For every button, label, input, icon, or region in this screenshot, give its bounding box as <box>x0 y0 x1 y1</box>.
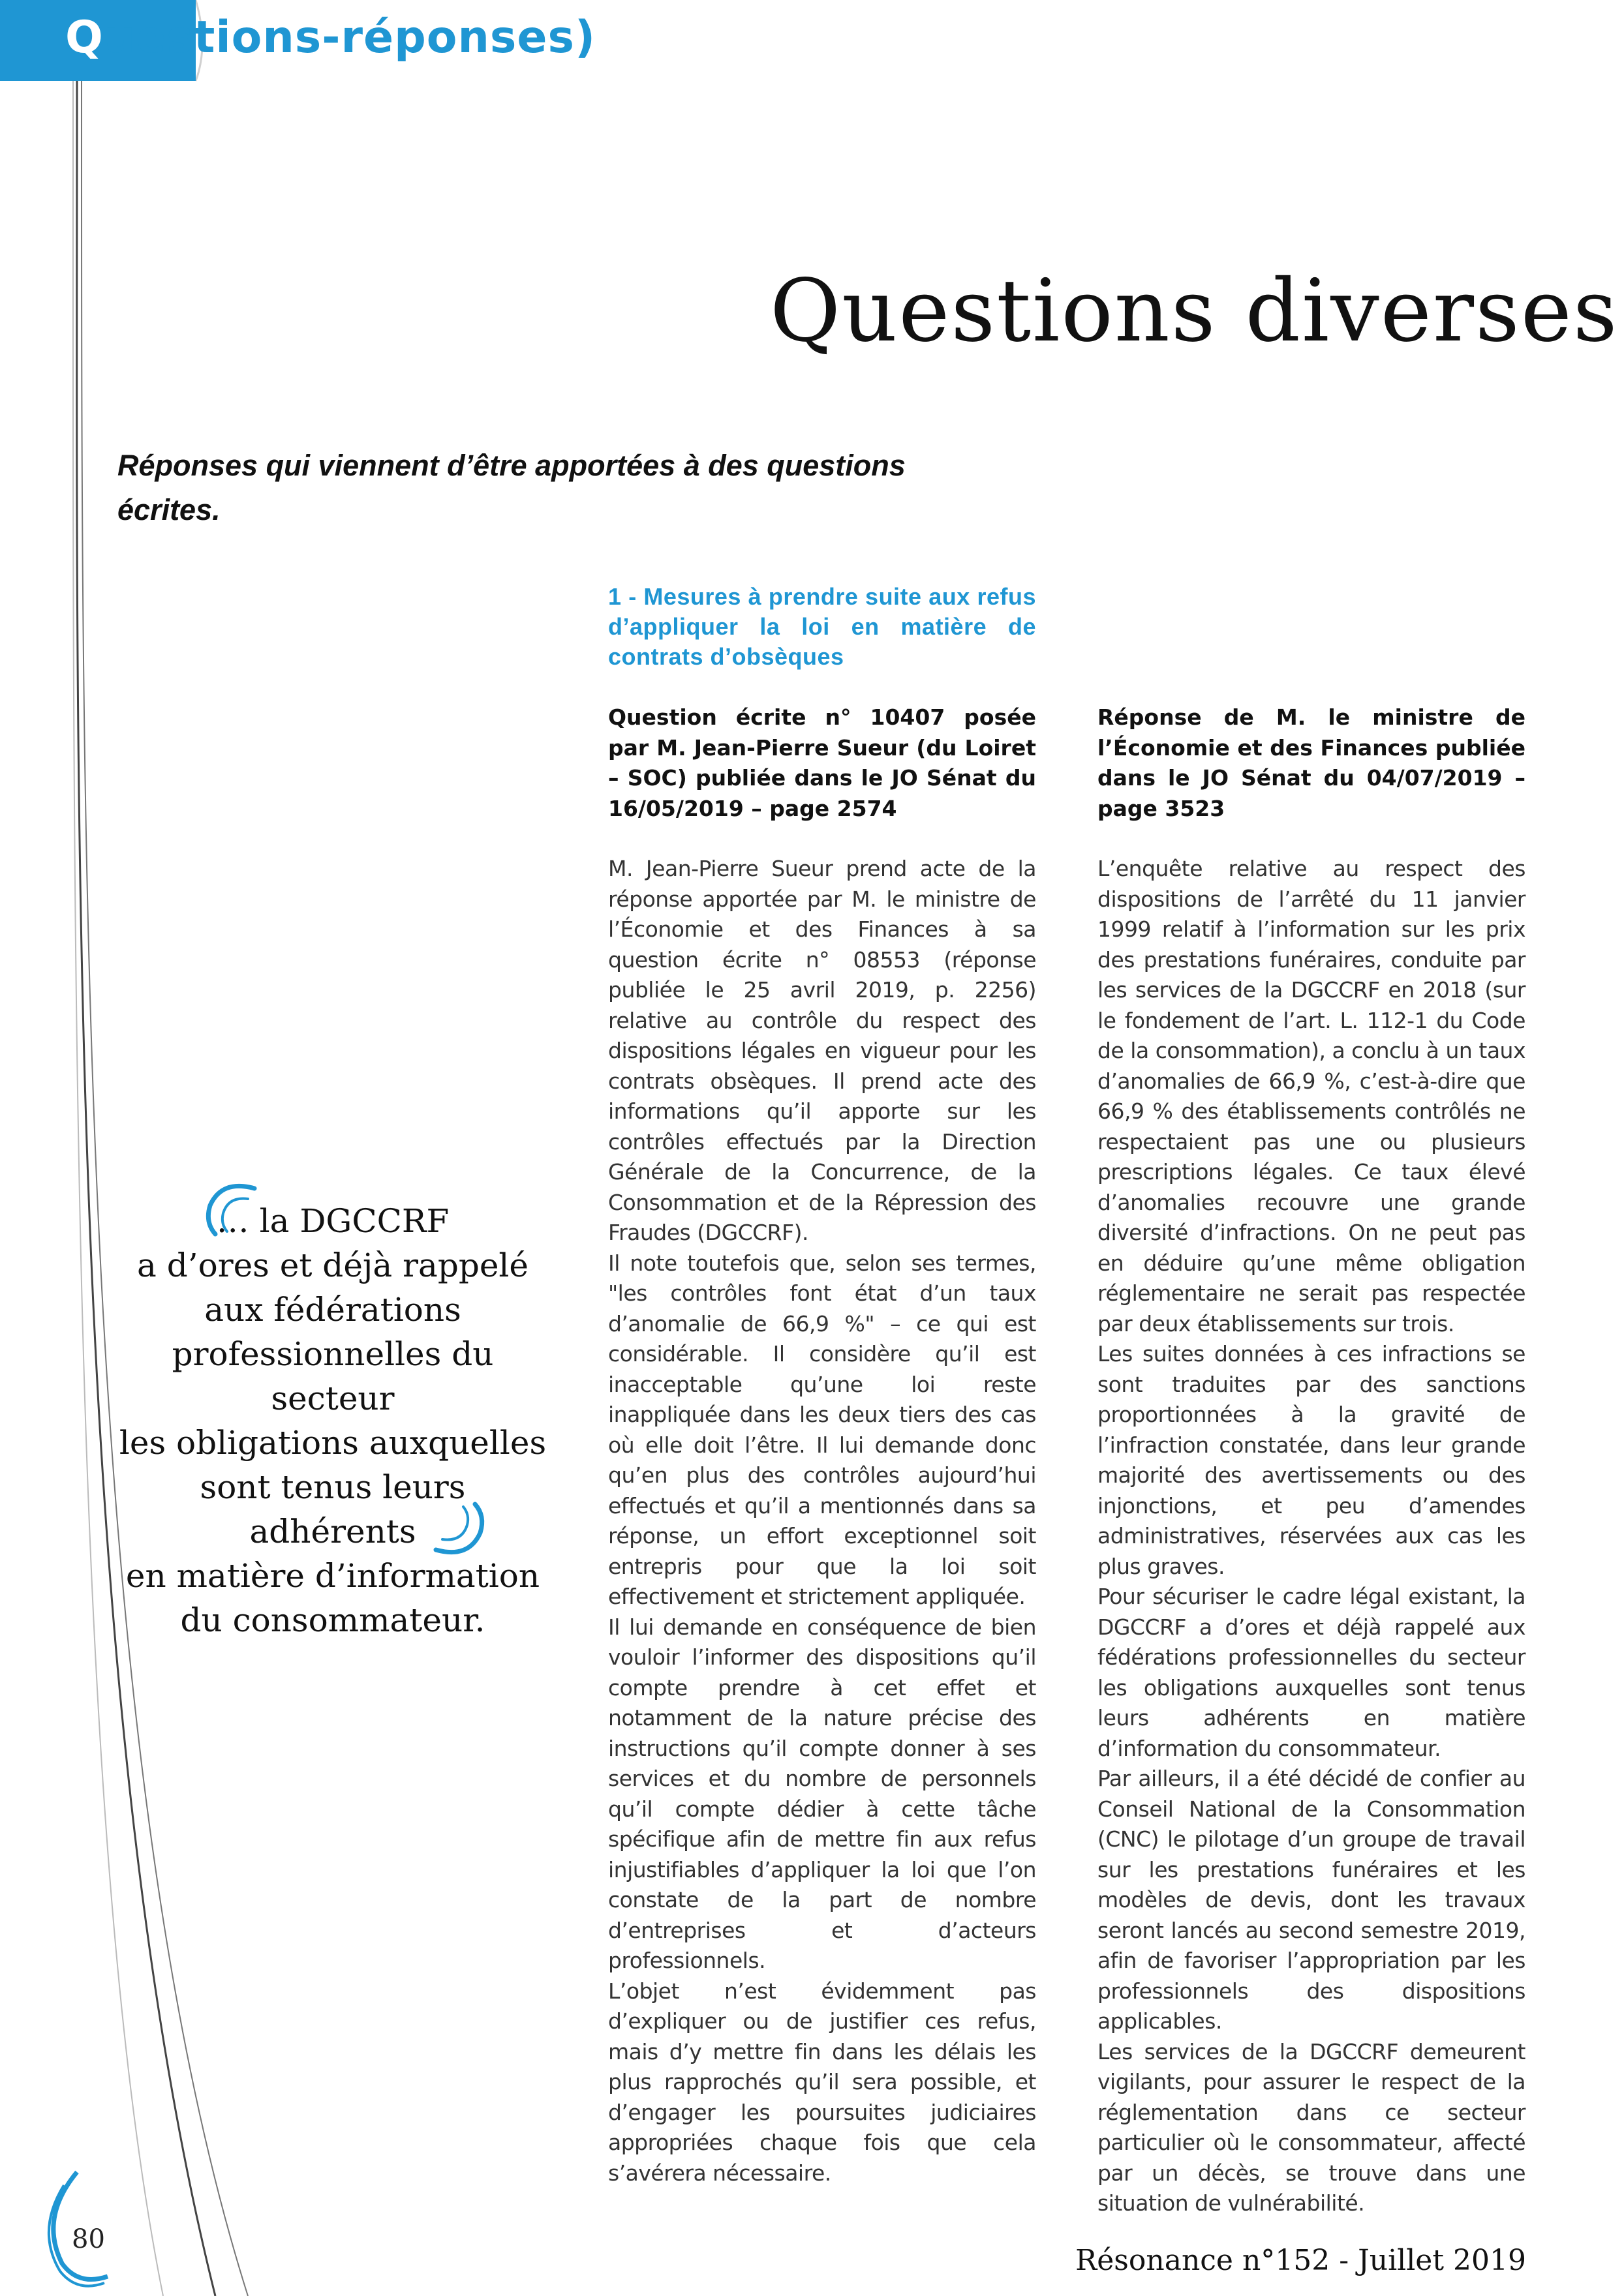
answer-paragraph: Pour sécuriser le cadre légal existant, la DGCCRF a d’ores et déjà rappelé aux fédérations professionnelles du secteur les obligations auxquelles sont tenus leurs adhérents en matière d’information du consommateur. <box>1097 1584 1525 1761</box>
answer-paragraph: Par ailleurs, il a été décidé de confier au Conseil National de la Consommation (CNC) le pilotage d’un groupe de travail sur les prestations funéraires et les modèles de devis, dont les travaux seront lancés au second semestre 2019, afin de favoriser l’appropriation par les professionnels des dispositions applicables. <box>1097 1766 1525 2034</box>
answer-paragraph: L’enquête relative au respect des dispositions de l’arrêté du 11 janvier 1999 relatif à l’information sur les prix des prestations funéraires, conduite par les services de la DGCCRF en 2018 (sur le fondement de l’art. L. 112-1 du Code de la consommation), a conclu à un taux d’anomalies de 66,9 %, c’est-à-dire que 66,9 % des établissements contrôlés ne respectaient pas une ou plusieurs prescriptions légales. Ce taux élevé d’anomalies recouvre une grande diversité d’infractions. On ne peut pas en déduire qu’une même obligation réglementaire ne serait pas respectée par deux établissements sur trois. <box>1097 856 1525 1337</box>
question-column <box>608 702 1036 2188</box>
pull-quote-line: … la DGCCRF <box>216 1202 450 1240</box>
page-number: 80 <box>72 2224 105 2254</box>
answer-paragraph: Les services de la DGCCRF demeurent vigilants, pour assurer le respect de la réglementation dans ce secteur particulier où le consommateur, affecté par un décès, se trouve dans une situation de vulnérabilité. <box>1097 2038 1525 2216</box>
question-heading: 1 - Mesures à prendre suite aux refus d’appliquer la loi en matière de contrats d’obsèques <box>608 583 1036 670</box>
answer-paragraph: Les suites données à ces infractions se sont traduites par des sanctions proportionnées à la gravité de l’infraction constatée, dans leur grande majorité des avertissements ou des injonctions, et peu d’amendes administratives, réservées aux cas les plus graves. <box>1097 1341 1525 1579</box>
pull-quote-line: sont tenus leurs adhérents <box>200 1468 466 1550</box>
question-paragraph: Il note toutefois que, selon ses termes, "les contrôles font état d’un taux d’anomalie de 66,9 %" – ce qui est considérable. Il considère qu’il est inacceptable qu’une loi reste inappliquée dans les deux tiers des cas où elle doit l’être. Il lui demande donc qu’en plus des contrôles aujourd’hui effectués et qu’il a mentionnés dans sa réponse, un effort exceptionnel soit entrepris pour que la loi soit effectivement et strictement appliquée. <box>608 1250 1036 1609</box>
question-paragraph: L’objet n’est évidemment pas d’expliquer ou de justifier ces refus, mais d’y mettre fin dans les délais les plus rapprochés qu’il sera possible, et d’engager les poursuites judiciaires appropriées chaque fois que cela s’avérera nécessaire. <box>608 1978 1036 2186</box>
pull-quote <box>114 1199 551 1642</box>
issue-footer: Résonance n°152 - Juillet 2019 <box>1075 2244 1526 2277</box>
section-header-title: Questions-réponses) <box>65 12 596 63</box>
pull-quote-line: professionnelles du secteur <box>172 1335 494 1417</box>
pull-quote-line: les obligations auxquelles <box>119 1424 547 1462</box>
pull-quote-line: du consommateur. <box>180 1601 485 1639</box>
pull-quote-line: a d’ores et déjà rappelé <box>136 1246 529 1284</box>
question-head: Question écrite n° 10407 posée par M. Jean-Pierre Sueur (du Loiret – SOC) publiée dans le JO Sénat du 16/05/2019 – page 2574 <box>608 704 1036 821</box>
answer-head: Réponse de M. le ministre de l’Économie et des Finances publiée dans le JO Sénat du 04/07/2019 – page 3523 <box>1097 704 1525 821</box>
question-paragraph: Il lui demande en conséquence de bien vouloir l’informer des dispositions qu’il compte prendre à cet effet et notamment de la nature précise des instructions qu’il compte donner à ses services et du nombre de personnels qu’il compte dédier à cette tâche spécifique afin de mettre fin aux refus injustifiables d’appliquer la loi que l’on constate de la part de nombre d’entreprises et d’acteurs professionnels. <box>608 1614 1036 1973</box>
question-paragraph: M. Jean-Pierre Sueur prend acte de la réponse apportée par M. le ministre de l’Économie et des Finances à sa question écrite n° 08553 (réponse publiée le 25 avril 2019, p. 2256) relative au contrôle du respect des dispositions légales en vigueur pour les contrats obsèques. Il prend acte des informations qu’il apporte sur les contrôles effectués par la Direction Générale de la Concurrence, de la Consommation et de la Répression des Fraudes (DGCCRF). <box>608 856 1036 1245</box>
intro-text: Réponses qui viennent d’être apportées à des questions écrites. <box>117 449 906 526</box>
close-quote-icon <box>423 1500 495 1559</box>
page-title: Questions diverses <box>770 261 1619 361</box>
answer-column <box>1097 702 1525 2219</box>
pull-quote-line: en matière d’information <box>125 1557 540 1595</box>
pull-quote-line: aux fédérations <box>204 1291 461 1329</box>
